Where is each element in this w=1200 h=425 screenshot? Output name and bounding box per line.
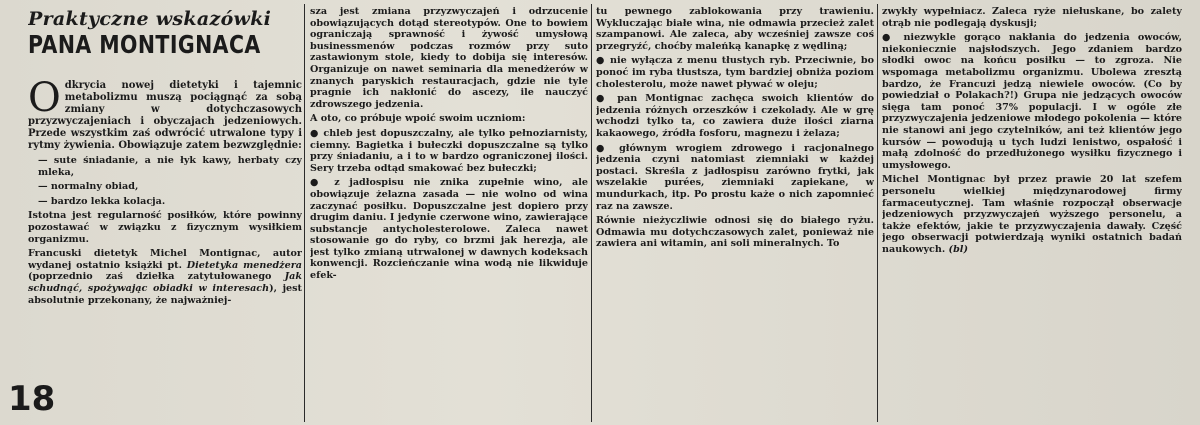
column-rule bbox=[304, 4, 305, 422]
author-initials: (bl) bbox=[948, 243, 968, 255]
article-column-3 bbox=[596, 6, 874, 420]
bullet-paragraph: ● z jadłospisu nie znika zupełnie wino, ale obowiązuje żelazna zasada — nie wolno od wina zaczynać posiłku. Dopuszczalne jest dopiero przy drugim daniu. I jedynie czerwone wino, zawierające substancje antycholesterolowe. Zaleca nawet stosowanie go do ryby, co brzmi jak herezja, ale jest tylko zmianą utrwalonej w dawnych kodeksach konwencji. Rozcieńczanie wina wodą nie likwiduje efek- bbox=[310, 177, 588, 282]
body-paragraph: A oto, co próbuje wpoić swoim uczniom: bbox=[310, 113, 526, 125]
body-paragraph: sza jest zmiana przyzwyczajeń i odrzucenie obowiązujących dotąd stereotypów. One to bowiem ograniczają sprawność i żywość umysłową businessmenów podczas rozmów przy suto zastawionym stole, kiedy to dobija się interesów. Organizuje on nawet seminaria dla menedżerów w znanych paryskich restauracjach, gdzie nie tyle pragnie ich nakłonić do ascezy, ile nauczyć zdrowszego jedzenia. bbox=[310, 6, 588, 110]
body-paragraph: zwykły wypełniacz. Zaleca ryże niełuskane, bo zalety otrąb nie podlegają dyskusji; bbox=[882, 6, 1182, 29]
article-headline: PANA MONTIGNACA bbox=[28, 30, 261, 59]
body-paragraph: Istotna jest regularność posiłków, które powinny pozostawać w związku z fizycznym wysiłkiem organizmu. bbox=[28, 210, 302, 245]
article-kicker: Praktyczne wskazówki bbox=[28, 8, 272, 30]
page-number: 18 bbox=[8, 379, 56, 419]
body-paragraph: Równie nieżyczliwie odnosi się do białego ryżu. Odmawia mu dotychczasowych zalet, ponieważ nie zawiera ani witamin, ani soli mineralnych. To bbox=[596, 215, 874, 250]
list-item: — sute śniadanie, a nie łyk kawy, herbaty czy mleka, bbox=[38, 155, 302, 178]
bullet-paragraph: ● chleb jest dopuszczalny, ale tylko pełnoziarnisty, ciemny. Bagietka i bułeczki dopuszczalne są tylko przy śniadaniu, a i to w bardzo ograniczonej ilości. Sery trzeba odtąd smakować bez bułeczki; bbox=[310, 127, 588, 174]
list-item: — bardzo lekka kolacja. bbox=[38, 195, 166, 207]
list-item: — normalny obiad, bbox=[38, 181, 139, 193]
lead-text: dkrycia nowej dietetyki i tajemnic metabolizmu muszą pociągnąć za sobą zmiany w dotychczasowych przyzwyczajeniach i obyczajach jedzeniowych. Przede wszystkim zaś odwrócić utrwalone typy i rytmy żywienia. Obowiązuje zatem bezwzględnie: bbox=[28, 80, 302, 151]
bullet-paragraph: ● głównym wrogiem zdrowego i racjonalnego jedzenia czyni natomiast ziemniaki w każdej postaci. Skreśla z jadłospisu zarówno frytki, jak wszelakie purées, ziemniaki zapiekane, w mundurkach, itp. Po prostu każe o nich zapomnieć raz na zawsze. bbox=[596, 142, 874, 212]
body-paragraph: Francuski dietetyk Michel Montignac, autor wydanej ostatnio książki pt. Dietetyka menedżera (poprzednio zaś dziełka zatytułowanego Jak schudnąć, spożywając obiadki w interesach), jest absolutnie przekonany, że najważniej- bbox=[28, 248, 302, 306]
column-rule bbox=[591, 4, 592, 422]
drop-cap: O bbox=[28, 75, 61, 121]
article-column-1 bbox=[28, 6, 302, 420]
body-paragraph: tu pewnego zablokowania przy trawieniu. Wykluczając białe wina, nie odmawia przecież zalet szampanowi. Ale zaleca, aby wcześniej zawsze coś przegryźć, choćby maleńką kanapkę z wędliną; bbox=[596, 6, 874, 52]
article-column-2 bbox=[310, 6, 588, 420]
lead-paragraph bbox=[28, 75, 302, 152]
bullet-paragraph: ● niezwykle gorąco nakłania do jedzenia owoców, niekoniecznie najsłodszych. Jego zdaniem bardzo słodki owoc na końcu posiłku — to zgroza. Nie wspomaga metabolizmu organizmu. Ubolewa zresztą bardzo, że Francuzi jedzą niewiele owoców. (Co by powiedział o Polakach?!) Grupa nie jedzących owoców sięga tam ponoć 37% populacji. I w ogóle złe przyzwyczajenia jedzeniowe młodego pokolenia — które nie stanowi ani jego czytelników, ani też klientów jego kursów — powodują u tych ludzi lenistwo, ospałość i małą zdolność do przedłużonego wysiłku fizycznego i umysłowego. bbox=[882, 32, 1182, 171]
column-rule bbox=[877, 4, 878, 422]
body-paragraph: Michel Montignac był przez prawie 20 lat szefem personelu wielkiej międzynarodowej firmy farmaceutycznej. Tam właśnie rozpoczął obserwacje jedzeniowych przyzwyczajeń wyższego personelu, a także efektów, jakie te przyzwyczajenia dawały. Część jego obserwacji potwierdzają wyniki ostatnich badań naukowych. (bl) bbox=[882, 174, 1182, 255]
article-column-4 bbox=[882, 6, 1182, 420]
bullet-paragraph: ● pan Montignac zachęca swoich klientów do jedzenia różnych orzeszków i czekolady. Ale w grę wchodzi tylko ta, co zawiera duże ilości ziarna kakaowego, źródła fosforu, magnezu i żelaza; bbox=[596, 93, 874, 139]
bullet-paragraph: ● nie wyłącza z menu tłustych ryb. Przeciwnie, bo ponoć im ryba tłustsza, tym bardziej obniża poziom cholesterolu, może nawet pływać w oleju; bbox=[596, 55, 874, 90]
